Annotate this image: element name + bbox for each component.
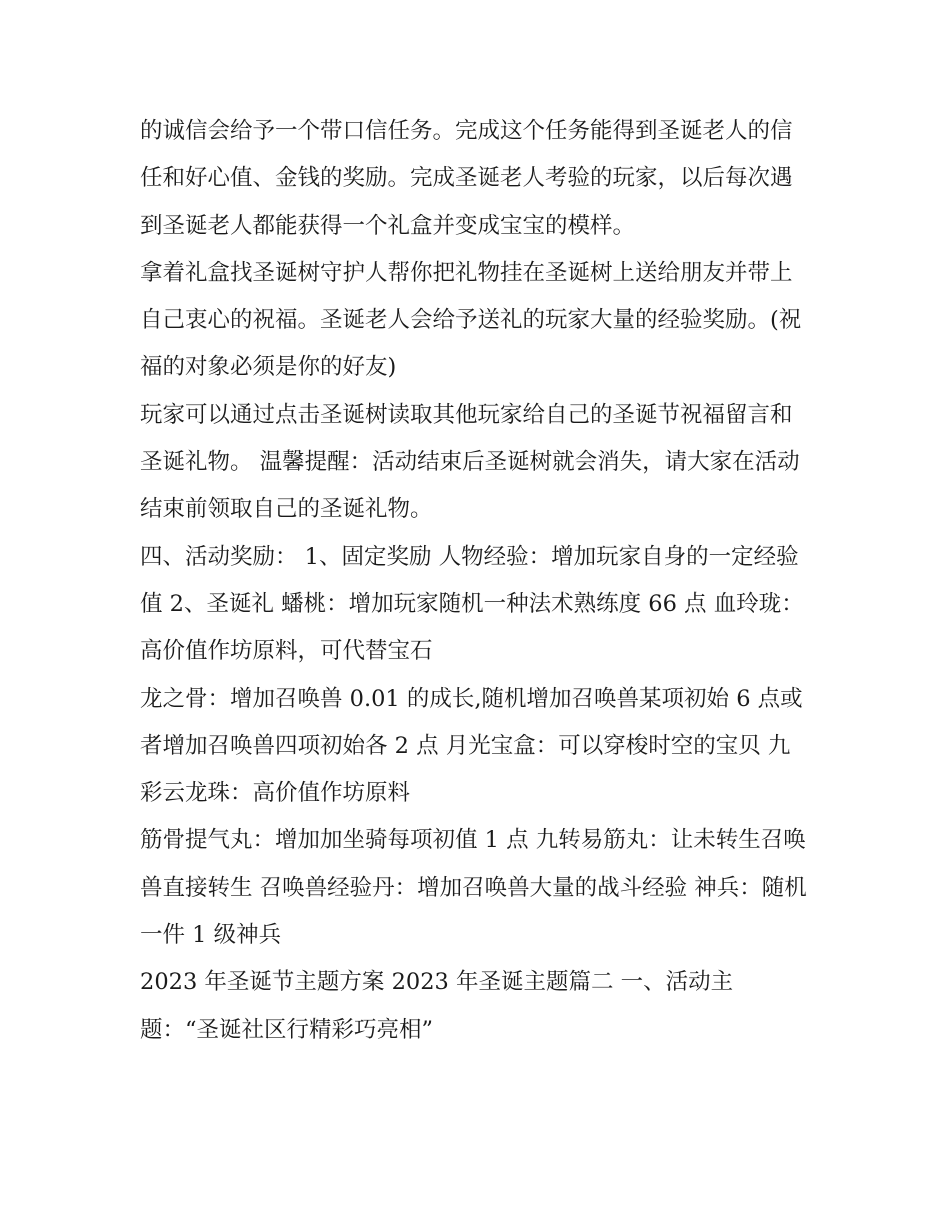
- paragraph-6: 筋骨提气丸：增加加坐骑每项初值 1 点 九转易筋丸：让未转生召唤兽直接转生 召唤兽经验丹：增加召唤兽大量的战斗经验 神兵：随机一件 1 级神兵: [140, 827, 807, 949]
- paragraph-5: 龙之骨：增加召唤兽 0.01 的成长,随机增加召唤兽某项初始 6 点或者增加召唤兽四项初始各 2 点 月光宝盒：可以穿梭时空的宝贝 九彩云龙珠：高价值作坊原料: [140, 685, 803, 807]
- paragraph-1: 的诚信会给予一个带口信任务。完成这个任务能得到圣诞老人的信任和好心值、金钱的奖励。完成圣诞老人考验的玩家，以后每次遇到圣诞老人都能获得一个礼盒并变成宝宝的模样。: [140, 118, 793, 239]
- paragraph-7: 2023 年圣诞节主题方案 2023 年圣诞主题篇二 一、活动主题：“圣诞社区行精彩巧亮相”: [140, 969, 734, 1043]
- paragraph-4: 四、活动奖励： 1、固定奖励 人物经验：增加玩家自身的一定经验值 2、圣诞礼 蟠桃：增加玩家随机一种法术熟练度 66 点 血玲珑：高价值作坊原料，可代替宝石: [140, 543, 804, 665]
- document-body: [140, 108, 812, 1054]
- paragraph-3: 玩家可以通过点击圣诞树读取其他玩家给自己的圣诞节祝福留言和圣诞礼物。 温馨提醒：活动结束后圣诞树就会消失，请大家在活动结束前领取自己的圣诞礼物。: [140, 401, 800, 523]
- paragraph-2: 拿着礼盒找圣诞树守护人帮你把礼物挂在圣诞树上送给朋友并带上自己衷心的祝福。圣诞老人会给予送礼的玩家大量的经验奖励。(祝福的对象必须是你的好友): [140, 259, 802, 381]
